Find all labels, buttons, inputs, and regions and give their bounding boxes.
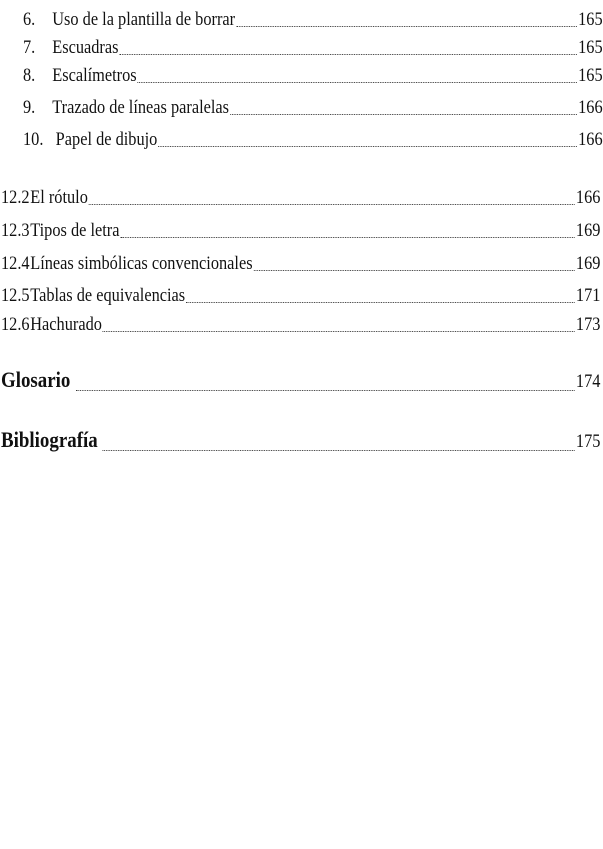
dot-leader	[236, 26, 576, 27]
entry-title: Escalímetros	[52, 65, 137, 86]
entry-title: Líneas simbólicas convencionales	[30, 253, 253, 274]
entry-title: Tipos de letra	[30, 220, 120, 241]
dot-leader	[120, 237, 574, 238]
dot-leader	[119, 54, 576, 55]
toc-entry-chapter[interactable]	[1, 366, 600, 396]
toc-entry-section[interactable]	[1, 284, 600, 308]
entry-number: 6.	[23, 9, 36, 30]
dot-leader	[76, 390, 575, 391]
toc-entry-subsection[interactable]	[23, 96, 603, 120]
toc-entry-subsection[interactable]	[23, 64, 603, 88]
entry-title: El rótulo	[30, 187, 88, 208]
entry-page-number: 174	[575, 371, 601, 392]
toc-entry-section[interactable]	[1, 186, 600, 210]
entry-page-number: 169	[575, 253, 601, 274]
entry-number: 9.	[23, 97, 36, 118]
entry-page-number: 175	[575, 431, 601, 452]
entry-number: 7.	[23, 37, 36, 58]
dot-leader	[230, 114, 577, 115]
entry-page-number: 165	[578, 9, 603, 30]
dot-leader	[89, 204, 574, 205]
toc-entry-section[interactable]	[1, 219, 600, 243]
entry-title: Tablas de equivalencias	[30, 285, 186, 306]
toc-entry-section[interactable]	[1, 313, 600, 337]
entry-number: 12.4	[1, 253, 30, 274]
dot-leader	[253, 270, 574, 271]
entry-number: 8.	[23, 65, 36, 86]
entry-title: Glosario	[1, 367, 71, 392]
dot-leader	[103, 450, 574, 451]
entry-title: Papel de dibujo	[55, 129, 158, 150]
entry-title: Uso de la plantilla de borrar	[52, 9, 236, 30]
dot-leader	[138, 82, 577, 83]
entry-number: 12.5	[1, 285, 30, 306]
toc-entry-subsection[interactable]	[23, 36, 603, 60]
dot-leader	[103, 331, 574, 332]
dot-leader	[186, 302, 574, 303]
entry-page-number: 171	[575, 285, 601, 306]
entry-page-number: 165	[578, 37, 603, 58]
entry-title: Escuadras	[52, 37, 119, 58]
entry-title: Hachurado	[30, 314, 102, 335]
dot-leader	[158, 146, 576, 147]
entry-number: 12.2	[1, 187, 30, 208]
entry-number: 10.	[23, 129, 44, 150]
entry-number: 12.3	[1, 220, 30, 241]
entry-page-number: 166	[578, 97, 603, 118]
entry-page-number: 169	[575, 220, 601, 241]
entry-page-number: 165	[578, 65, 603, 86]
entry-number: 12.6	[1, 314, 30, 335]
entry-title: Trazado de líneas paralelas	[52, 97, 230, 118]
entry-title: Bibliografía	[1, 427, 98, 452]
entry-page-number: 166	[578, 129, 603, 150]
toc-entry-subsection[interactable]	[23, 128, 603, 152]
entry-page-number: 173	[575, 314, 601, 335]
entry-page-number: 166	[575, 187, 601, 208]
toc-entry-subsection[interactable]	[23, 8, 603, 32]
toc-entry-chapter[interactable]	[1, 426, 600, 456]
toc-entry-section[interactable]	[1, 252, 600, 276]
